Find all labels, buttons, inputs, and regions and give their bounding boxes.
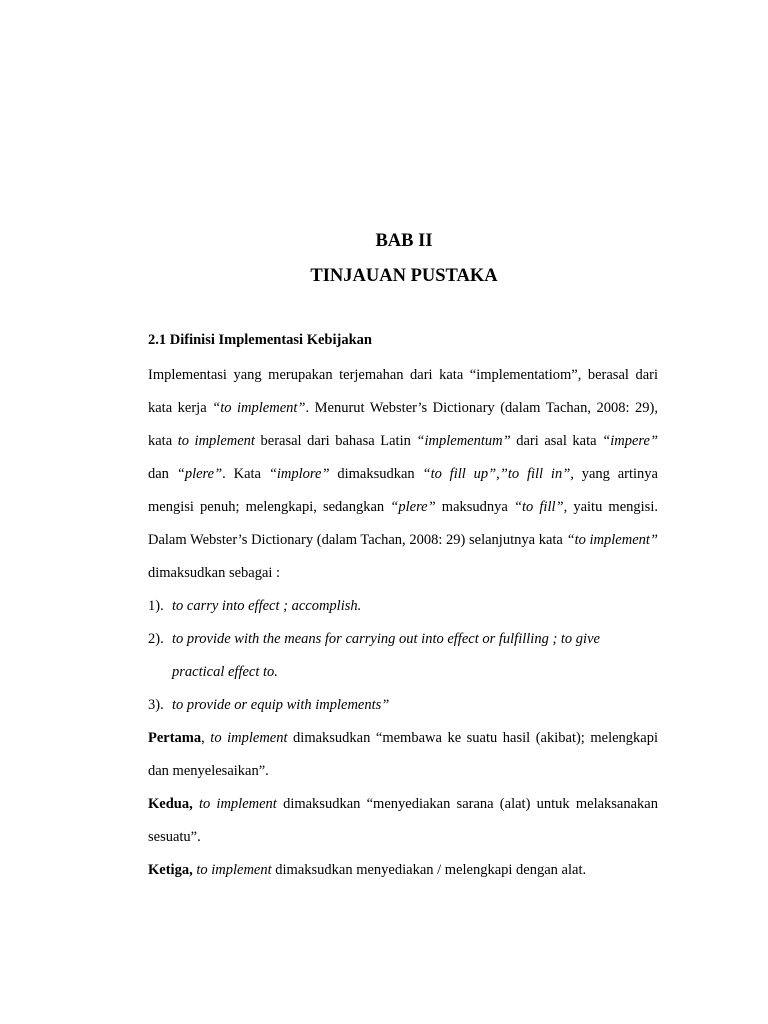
definition-item xyxy=(148,623,658,689)
intro-text: maksudnya xyxy=(435,499,514,515)
meaning-term: to implement xyxy=(196,862,272,878)
intro-term: to implement xyxy=(177,433,255,449)
definition-continuation: practical effect to. xyxy=(172,664,278,680)
definition-text: to provide or equip with implements” xyxy=(172,697,390,713)
intro-text: dimaksudkan xyxy=(329,466,423,482)
section-heading: 2.1 Difinisi Implementasi Kebijakan xyxy=(148,332,372,348)
definition-text: to provide with the means for carrying out into effect or fulfilling ; to give xyxy=(172,631,600,647)
intro-term: “to implement” xyxy=(566,532,658,548)
definition-number: 3). xyxy=(148,697,164,713)
intro-term: “implore” xyxy=(268,466,330,482)
meaning-text: dimaksudkan “menyediakan sarana (alat) untuk melaksanakan sesuatu”. xyxy=(148,796,658,845)
intro-term: “plere” xyxy=(176,466,223,482)
definition-number: 1). xyxy=(148,598,164,614)
intro-text: yaitu mengisi. Dalam Webster’s Dictionary (dalam Tachan, 2008: 29) selanjutnya kata xyxy=(148,499,658,548)
chapter-title: TINJAUAN PUSTAKA xyxy=(310,266,498,286)
meaning-paragraph xyxy=(148,854,658,887)
definition-item xyxy=(148,689,658,722)
meaning-text: dimaksudkan menyediakan / melengkapi dengan alat. xyxy=(271,862,587,878)
intro-paragraph xyxy=(148,359,658,590)
intro-text: yang artinya mengisi penuh; melengkapi, sedangkan xyxy=(148,466,658,515)
intro-text: dimaksudkan sebagai : xyxy=(148,565,281,581)
meaning-paragraph xyxy=(148,722,658,788)
intro-text: . Kata xyxy=(222,466,269,482)
meaning-term: to implement xyxy=(198,796,277,812)
intro-term: “to implement” xyxy=(212,400,306,416)
intro-term: “plere” xyxy=(390,499,436,515)
definition-text: to carry into effect ; accomplish. xyxy=(172,598,362,614)
intro-term: “impere” xyxy=(602,433,659,449)
intro-term: “to fill”, xyxy=(513,499,568,515)
intro-text: . Menurut Webster’s Dictionary (dalam Tachan, 2008: 29), kata xyxy=(148,400,658,449)
intro-term: “to fill up”,”to fill in”, xyxy=(422,466,574,482)
meaning-label: Pertama xyxy=(148,730,202,746)
intro-text: dan xyxy=(148,466,177,482)
meaning-term: to implement xyxy=(210,730,288,746)
meaning-text: dimaksudkan “membawa ke suatu hasil (akibat); melengkapi dan menyelesaikan”. xyxy=(148,730,659,779)
meaning-paragraph xyxy=(148,788,658,854)
intro-text: berasal dari bahasa Latin xyxy=(254,433,417,449)
intro-text: dari asal kata xyxy=(510,433,603,449)
definition-number: 2). xyxy=(148,631,164,647)
intro-term: “implementum” xyxy=(416,433,511,449)
definition-item xyxy=(148,590,658,623)
intro-text: Implementasi yang merupakan terjemahan dari kata “implementatiom”, berasal dari kata kerja xyxy=(148,367,658,416)
meaning-label: Ketiga, xyxy=(148,862,193,878)
chapter-number: BAB II xyxy=(375,231,433,251)
meaning-label: Kedua, xyxy=(148,796,193,812)
meaning-sep: , xyxy=(201,730,211,746)
